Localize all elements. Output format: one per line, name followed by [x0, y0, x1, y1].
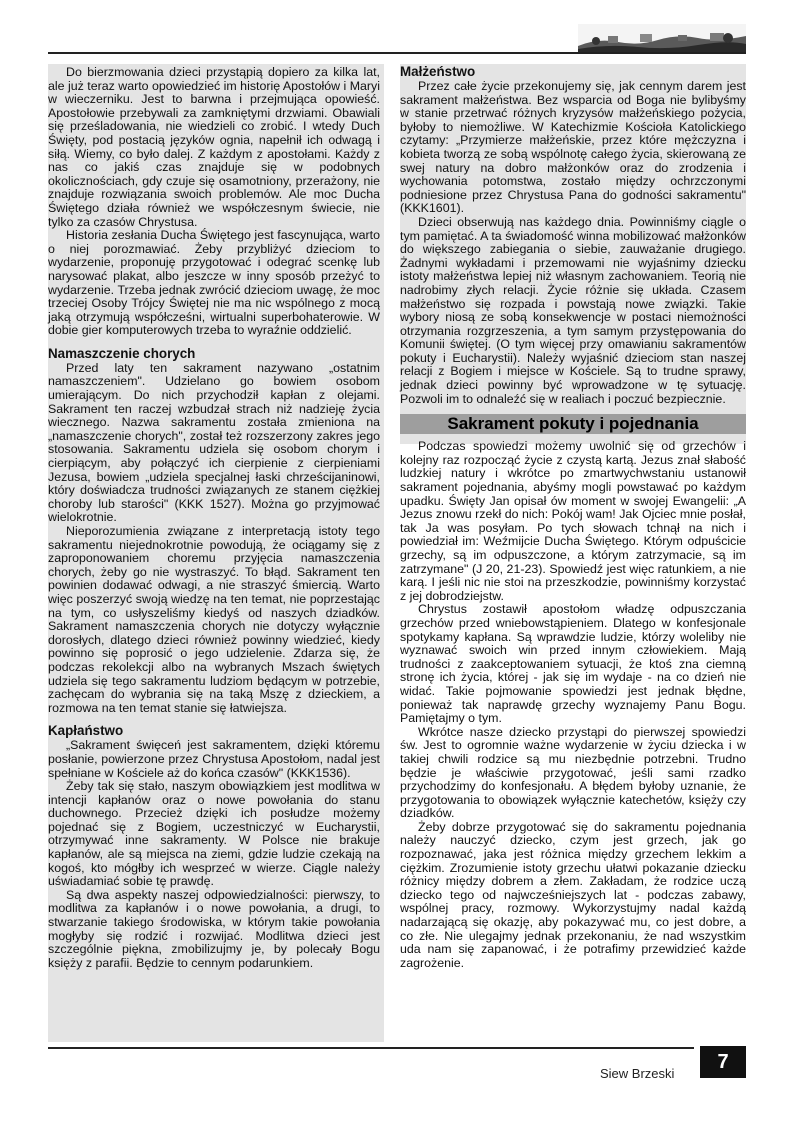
paragraph: Historia zesłania Ducha Świętego jest fascynująca, warto o niej porozmawiać. Żeby przybliżyć dzieciom to wydarzenie, proponuję przygotować i odegrać scenkę lub narysować plakat, albo jeszcze w inny sposób przeżyć to wydarzenie. Trzeba jednak zwrócić dzieciom uwagę, że moc trzeciej Osoby Trójcy Świętej nie ma nic wspólnego z mocą jaką otrzymują współcześni, wirtualni superbohaterowie. W dobie gier komputerowych trzeba to wyraźnie oddzielić.: [48, 228, 380, 338]
paragraph: Przez całe życie przekonujemy się, jak cennym darem jest sakrament małżeństwa. Bez wsparcia od Boga nie bylibyśmy w stanie przetrwać różnych kryzysów małżeńskiego pożycia, byłoby to niemożliwe. W Katechizmie Kościoła Katolickiego czytamy: „Przymierze małżeńskie, przez które mężczyzna i kobieta tworzą ze sobą wspólnotę całego życia, skierowaną ze swej natury na dobro małżonków oraz do zrodzenia i wychowania potomstwa, zostało między ochrzczonymi podniesione przez Chrystusa Pana do godności sakramentu" (KKK1601).: [400, 79, 746, 216]
paragraph: Są dwa aspekty naszej odpowiedzialności: pierwszy, to modlitwa za kapłanów i o nowe powołania, a drugi, to stwarzanie takiego środowiska, w którym takie powołania mogłyby się rodzić i rozwijać. Modlitwa dzieci jest szczególnie piękna, zmobilizujmy je, by polecały Bogu księży z parafii. Będzie to cennym podarunkiem.: [48, 887, 380, 970]
paragraph: Żeby dobrze przygotować się do sakramentu pojednania należy nauczyć dziecko, czym jest grzech, jak go rozpoznawać, jaka jest różnica między grzechem lekkim a ciężkim. Zrozumienie istoty grzechu ułatwi pokazanie dziecku różnicy między dobrem a złem. Zakładam, że rodzice uczą dziecko tego od najwcześniejszych lat - podczas zabawy, wspólnej pracy, rozmowy. Wykorzystujmy nadal każdą nadarzającą się okazję, aby pokazywać mu, co jest dobre, a co złe. Nie ulegajmy jednak przekonaniu, że nad wszystkim uda nam się zapanować, i że potrafimy przewidzieć każde zagrożenie.: [400, 819, 746, 970]
paragraph: „Sakrament święceń jest sakramentem, dzięki któremu posłanie, powierzone przez Chrystusa Apostołom, nadal jest spełniane w Kościele aż do końca czasów" (KKK1536).: [48, 738, 380, 780]
paragraph: Przed laty ten sakrament nazywano „ostatnim namaszczeniem". Udzielano go bowiem osobom umierającym. Do nich przychodził kapłan z olejami. Sakrament ten raczej wzbudzał strach niż nadzieję życia wiecznego. Nazwa sakramentu została zmieniona na „namaszczenie chorych", został też rozszerzony zakres jego stosowania. Sakramentu udziela się osobom chorym i cierpiącym, aby połączyć ich cierpienie z cierpieniami Jezusa, bowiem „udziela specjalnej łaski chrześcijaninowi, który doświadcza trudności związanych ze stanem ciężkiej choroby lub starości" (KKK 1527). Można go przyjmować wielokrotnie.: [48, 360, 380, 525]
header-rule: [48, 52, 746, 54]
publication-name: Siew Brzeski: [600, 1066, 675, 1081]
header-landscape-photo: [578, 24, 746, 52]
paragraph: Podczas spowiedzi możemy uwolnić się od grzechów i kolejny raz rozpocząć życie z czystą kartą. Jezus znał słabość ludzkiej natury i wkrótce po zmartwychwstaniu ustanowił sakrament pojednania, abyśmy mogli powstawać po każdym upadku. Święty Jan opisał ów moment w swojej Ewangelii: „A Jezus znowu rzekł do nich: Pokój wam! Jak Ojciec mnie posłał, tak Ja was posyłam. Po tych słowach tchnął na nich i powiedział im: Weźmijcie Ducha Świętego. Którym odpuścicie grzechy, są im odpuszczone, a którym zatrzymacie, są im zatrzymane" (J 20, 21-23). Spowiedź jest więc ratunkiem, a nie karą. I jeśli nic nie stoi na przeszkodzie, powinniśmy korzystać z jej dobrodziejstw.: [400, 439, 746, 603]
paragraph: Nieporozumienia związane z interpretacją istoty tego sakramentu niejednokrotnie powodują, że ociągamy się z zaproponowaniem choremu przyjęcia namaszczenia chorych, żeby go nie wystraszyć. To błąd. Sakrament ten powinien dodawać odwagi, a nie straszyć śmiercią. Warto więc poszerzyć swoją wiedzę na ten temat, nie poprzestając na tym, co usłyszeliśmy kiedyś od naszych dziadków. Sakrament namaszczenia chorych nie dotyczy wyłącznie dorosłych, dlatego dzieci również powinny wiedzieć, kiedy powinno się poprosić o jego udzielenie. Zdarza się, że podczas rekolekcji albo na wybranych Mszach świętych udziela się tego sakramentu ludziom będącym w potrzebie, zachęcam do wybrania się na taką Mszę z dzieckiem, a rozmowa na ten temat stanie się łatwiejsza.: [48, 524, 380, 715]
right-column: [400, 64, 746, 970]
page-number: 7: [700, 1046, 746, 1078]
section-heading-malzenstwo: Małżeństwo: [400, 64, 476, 79]
paragraph: Do bierzmowania dzieci przystąpią dopiero za kilka lat, ale już teraz warto opowiedzieć im historię Apostołów i Maryi w wieczerniku. Jest to barwna i przejmująca opowieść. Apostołowie przebywali za zamkniętymi drzwiami. Obawiali się prześladowania, nie wiedzieli co zrobić. I wtedy Duch Święty, pod postacią języków ognia, napełnił ich odwagą i siłą. Wiemy, co było dalej. Z każdym z apostołami. Każdy z nas co jakiś czas znajduje się w podobnych okolicznościach, gdy czuje się osamotniony, przerażony, nie znajduje rozwiązania swoich problemów. Ale moc Ducha Świętego działa również we współczesnym świecie, nie tylko za czasów Chrystusa.: [48, 65, 380, 229]
paragraph: Żeby tak się stało, naszym obowiązkiem jest modlitwa w intencji kapłanów oraz o nowe powołania do stanu duchownego. Przecież dzięki ich posłudze możemy pojednać się z Bogiem, uczestniczyć w Eucharystii, otrzymywać inne sakramenty. W Polsce nie brakuje kapłanów, ale są miejsca na ziemi, gdzie ludzie czekają na kogoś, kto mógłby ich wesprzeć w wierze. Ciągle należy uświadamiać sobie tę prawdę.: [48, 779, 380, 889]
paragraph: Chrystus zostawił apostołom władzę odpuszczania grzechów przed wniebowstąpieniem. Dlatego w konfesjonale spotykamy kapłana. Są wprawdzie ludzie, którzy woleliby nie wyznawać swoich win przed innym człowiekiem. Mają trudności z zaakceptowaniem sytuacji, że ktoś zna ciemną stronę ich życia, której - jak się im wydaje - na co dzień nie widać. Takie pojmowanie spowiedzi jest jednak błędne, ponieważ tak naprawdę grzechy wyznajemy Panu Bogu. Pamiętajmy o tym.: [400, 602, 746, 726]
section-heading-kaplanstwo: Kapłaństwo: [48, 723, 124, 739]
paragraph: Wkrótce nasze dziecko przystąpi do pierwszej spowiedzi św. Jest to ogromnie ważne wydarzenie w życiu dziecka i w takiej chwili rodzice są mu niezbędnie potrzebni. Trudno będzie je właściwie przygotować, jeśli sami rzadko przychodzimy do konfesjonału. A błędem byłoby uznanie, że przygotowania to obowiązek wyłącznie katechetów, księży czy dziadków.: [400, 724, 746, 821]
left-column: [48, 64, 384, 1042]
paragraph: Dzieci obserwują nas każdego dnia. Powinniśmy ciągle o tym pamiętać. A ta świadomość winna mobilizować małżonków do większego zabiegania o siebie, zauważanie drugiego. Żadnymi wykładami i przemowami nie wyjaśnimy dziecku istoty małżeństwa lepiej niż własnym zachowaniem. Teorią nie nadrobimy złych relacji. Życie różnie się układa. Czasem małżeństwo się rozpada i powstają nowe związki. Takie wybory niosą ze sobą konsekwencje w postaci niemożności otrzymania rozgrzeszenia, a tym samym przystępowania do Komunii świętej. (O tym więcej przy omawianiu sakramentów pokuty i Eucharystii). Należy wyjaśnić dzieciom stan naszej relacji z Bogiem i miejsce w Kościele. Są to trudne sprawy, jednak dzieci powinny być wprowadzone w tę sytuację. Pozwoli im to odnaleźć się w realiach i poczuć bezpiecznie.: [400, 214, 746, 406]
footer-rule: [48, 1047, 694, 1049]
section-banner-pokuta: Sakrament pokuty i pojednania: [400, 414, 746, 434]
section-heading-namaszczenie: Namaszczenie chorych: [48, 345, 196, 361]
